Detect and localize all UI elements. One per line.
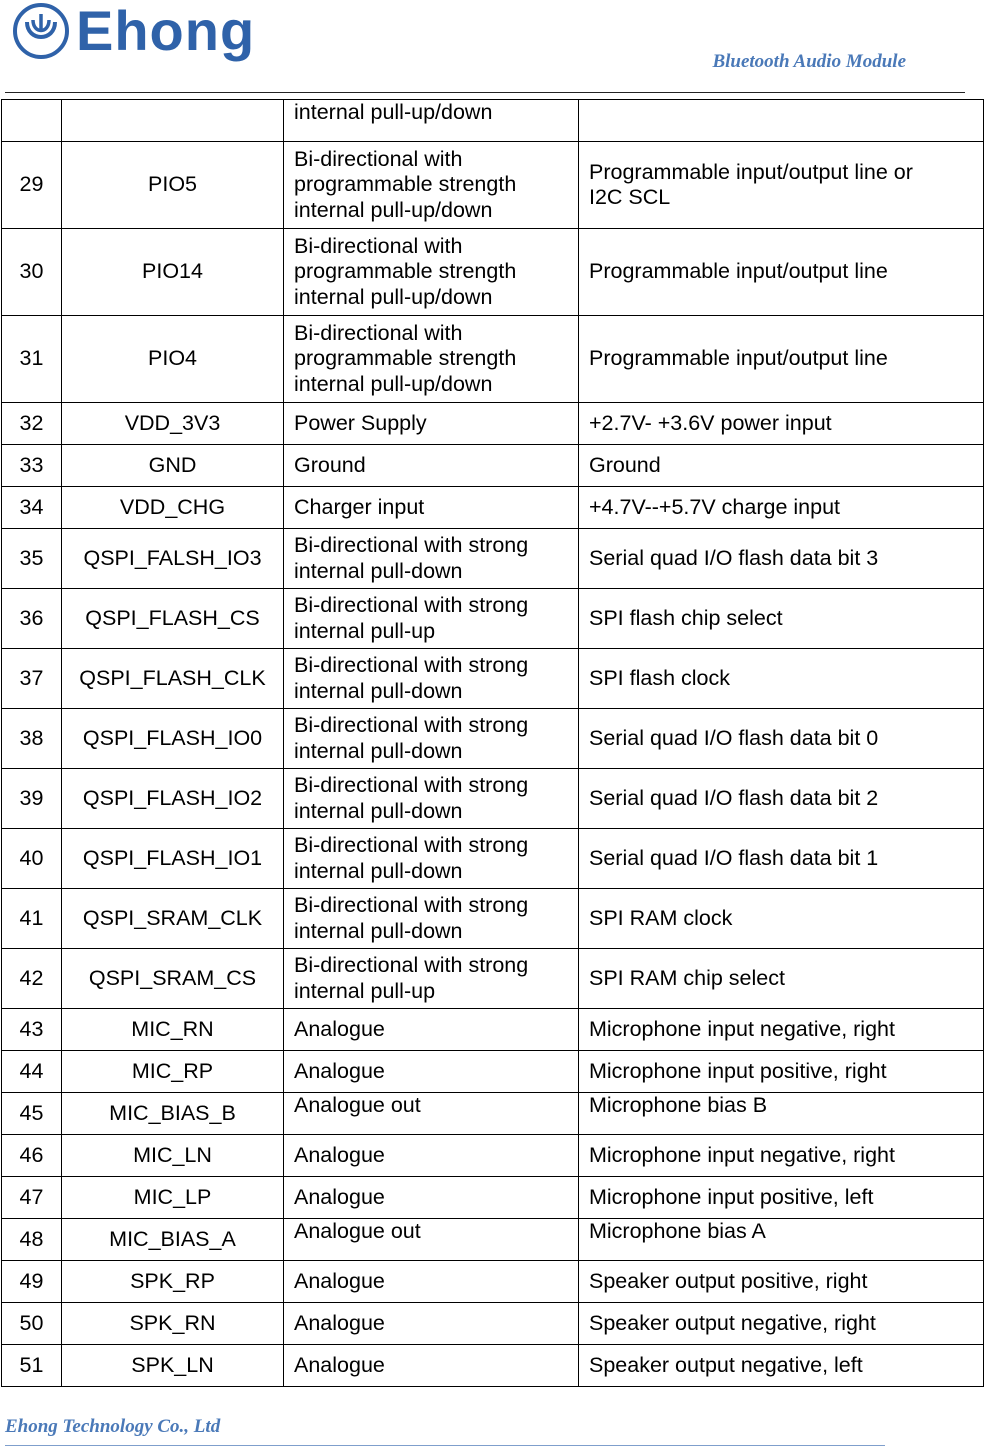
pin-number-cell: 36 [2, 589, 62, 649]
pin-type-cell: Analogue [284, 1009, 579, 1051]
pin-description-cell: Speaker output negative, left [579, 1345, 984, 1387]
footer-divider [5, 1445, 885, 1446]
pin-name-cell: QSPI_FLASH_IO0 [62, 709, 284, 769]
table-row [2, 1219, 984, 1261]
pin-description-cell: Serial quad I/O flash data bit 0 [579, 709, 984, 769]
pin-type-cell: Power Supply [284, 403, 579, 445]
table-row [2, 1261, 984, 1303]
footer-company-name: Ehong Technology Co., Ltd [5, 1416, 221, 1437]
pin-type-cell: Analogue [284, 1051, 579, 1093]
pin-number-cell: 30 [2, 229, 62, 316]
pin-number-cell: 31 [2, 316, 62, 403]
pin-description-cell: Serial quad I/O flash data bit 1 [579, 829, 984, 889]
pin-description-cell: SPI RAM clock [579, 889, 984, 949]
pin-number-cell: 48 [2, 1219, 62, 1261]
pin-name-cell: QSPI_FLASH_IO1 [62, 829, 284, 889]
pin-number-cell: 44 [2, 1051, 62, 1093]
company-logo [12, 2, 255, 60]
table-row [2, 889, 984, 949]
table-row [2, 1345, 984, 1387]
pin-description-cell: Microphone bias A [579, 1219, 984, 1261]
pin-number-cell: 50 [2, 1303, 62, 1345]
table-row [2, 1303, 984, 1345]
document-header-title: Bluetooth Audio Module [712, 51, 906, 72]
pin-description-cell: Microphone bias B [579, 1093, 984, 1135]
pin-number-cell: 47 [2, 1177, 62, 1219]
pin-type-cell: Bi-directional with programmable strength internal pull-up/down [284, 142, 579, 229]
pin-description-cell: Ground [579, 445, 984, 487]
pin-description-cell: Programmable input/output line or I2C SCL [579, 142, 984, 229]
pin-name-cell: QSPI_FLASH_IO2 [62, 769, 284, 829]
pin-name-cell: MIC_BIAS_A [62, 1219, 284, 1261]
pin-type-cell: Bi-directional with strong internal pull-down [284, 769, 579, 829]
pin-number-cell: 42 [2, 949, 62, 1009]
pin-number-cell: 33 [2, 445, 62, 487]
pin-name-cell: MIC_BIAS_B [62, 1093, 284, 1135]
pin-name-cell: SPK_LN [62, 1345, 284, 1387]
pin-type-cell: Analogue [284, 1135, 579, 1177]
pin-name-cell: MIC_RP [62, 1051, 284, 1093]
pin-type-cell: Analogue [284, 1345, 579, 1387]
table-row [2, 829, 984, 889]
table-row [2, 403, 984, 445]
table-row [2, 142, 984, 229]
table-row [2, 1009, 984, 1051]
pin-type-cell: Bi-directional with programmable strength internal pull-up/down [284, 229, 579, 316]
pin-type-cell: Bi-directional with strong internal pull-up [284, 949, 579, 1009]
pin-description-cell: Serial quad I/O flash data bit 3 [579, 529, 984, 589]
pin-description-cell: Programmable input/output line [579, 316, 984, 403]
table-row [2, 1093, 984, 1135]
pin-number-cell: 41 [2, 889, 62, 949]
pin-number-cell: 29 [2, 142, 62, 229]
pin-name-cell: SPK_RN [62, 1303, 284, 1345]
pin-name-cell [62, 100, 284, 142]
pin-description-cell: Programmable input/output line [579, 229, 984, 316]
pin-type-cell: Bi-directional with strong internal pull-down [284, 529, 579, 589]
pin-type-cell: Bi-directional with strong internal pull-down [284, 709, 579, 769]
pin-description-cell: Microphone input negative, right [579, 1135, 984, 1177]
pin-number-cell: 38 [2, 709, 62, 769]
table-row [2, 1177, 984, 1219]
pin-number-cell: 40 [2, 829, 62, 889]
table-row [2, 769, 984, 829]
pin-name-cell: MIC_RN [62, 1009, 284, 1051]
pin-description-cell: Serial quad I/O flash data bit 2 [579, 769, 984, 829]
pin-description-cell: Microphone input positive, right [579, 1051, 984, 1093]
pin-name-cell: VDD_CHG [62, 487, 284, 529]
table-row [2, 445, 984, 487]
pin-type-cell: Analogue [284, 1261, 579, 1303]
table-row [2, 487, 984, 529]
pin-definition-table [1, 99, 984, 1387]
pin-type-cell: Analogue out [284, 1219, 579, 1261]
pin-name-cell: PIO14 [62, 229, 284, 316]
table-row [2, 529, 984, 589]
pin-description-cell: Speaker output positive, right [579, 1261, 984, 1303]
logo-text: Ehong [76, 0, 256, 62]
table-row [2, 1051, 984, 1093]
pin-name-cell: MIC_LP [62, 1177, 284, 1219]
pin-type-cell: Charger input [284, 487, 579, 529]
pin-name-cell: QSPI_FLASH_CLK [62, 649, 284, 709]
pin-description-cell: Speaker output negative, right [579, 1303, 984, 1345]
table-row [2, 316, 984, 403]
pin-number-cell: 34 [2, 487, 62, 529]
pin-name-cell: VDD_3V3 [62, 403, 284, 445]
pin-number-cell: 49 [2, 1261, 62, 1303]
table-row [2, 649, 984, 709]
table-row [2, 949, 984, 1009]
pin-name-cell: PIO4 [62, 316, 284, 403]
pin-description-cell: SPI flash clock [579, 649, 984, 709]
pin-number-cell: 39 [2, 769, 62, 829]
pin-description-cell: +4.7V--+5.7V charge input [579, 487, 984, 529]
pin-number-cell: 35 [2, 529, 62, 589]
table-row [2, 100, 984, 142]
pin-type-cell: Bi-directional with programmable strength internal pull-up/down [284, 316, 579, 403]
pin-type-cell: internal pull-up/down [284, 100, 579, 142]
pin-name-cell: QSPI_FALSH_IO3 [62, 529, 284, 589]
pin-number-cell: 37 [2, 649, 62, 709]
table-row [2, 1135, 984, 1177]
pin-type-cell: Bi-directional with strong internal pull-down [284, 829, 579, 889]
pin-name-cell: MIC_LN [62, 1135, 284, 1177]
pin-type-cell: Analogue out [284, 1093, 579, 1135]
pin-type-cell: Bi-directional with strong internal pull-down [284, 889, 579, 949]
pin-type-cell: Bi-directional with strong internal pull-up [284, 589, 579, 649]
pin-description-cell: +2.7V- +3.6V power input [579, 403, 984, 445]
header-divider [5, 92, 965, 93]
pin-description-cell: Microphone input negative, right [579, 1009, 984, 1051]
pin-number-cell: 51 [2, 1345, 62, 1387]
table-row [2, 589, 984, 649]
table-row [2, 709, 984, 769]
pin-description-cell [579, 100, 984, 142]
pin-description-cell: SPI RAM chip select [579, 949, 984, 1009]
pin-description-cell: Microphone input positive, left [579, 1177, 984, 1219]
pin-type-cell: Analogue [284, 1303, 579, 1345]
pin-table-body [2, 100, 984, 1387]
pin-name-cell: PIO5 [62, 142, 284, 229]
pin-name-cell: SPK_RP [62, 1261, 284, 1303]
pin-type-cell: Ground [284, 445, 579, 487]
pin-number-cell: 32 [2, 403, 62, 445]
ehong-logo-icon [12, 2, 70, 60]
pin-number-cell: 45 [2, 1093, 62, 1135]
pin-name-cell: QSPI_SRAM_CLK [62, 889, 284, 949]
pin-type-cell: Analogue [284, 1177, 579, 1219]
pin-number-cell: 46 [2, 1135, 62, 1177]
table-row [2, 229, 984, 316]
pin-number-cell [2, 100, 62, 142]
pin-name-cell: QSPI_SRAM_CS [62, 949, 284, 1009]
pin-name-cell: GND [62, 445, 284, 487]
pin-description-cell: SPI flash chip select [579, 589, 984, 649]
pin-type-cell: Bi-directional with strong internal pull-down [284, 649, 579, 709]
pin-number-cell: 43 [2, 1009, 62, 1051]
pin-name-cell: QSPI_FLASH_CS [62, 589, 284, 649]
